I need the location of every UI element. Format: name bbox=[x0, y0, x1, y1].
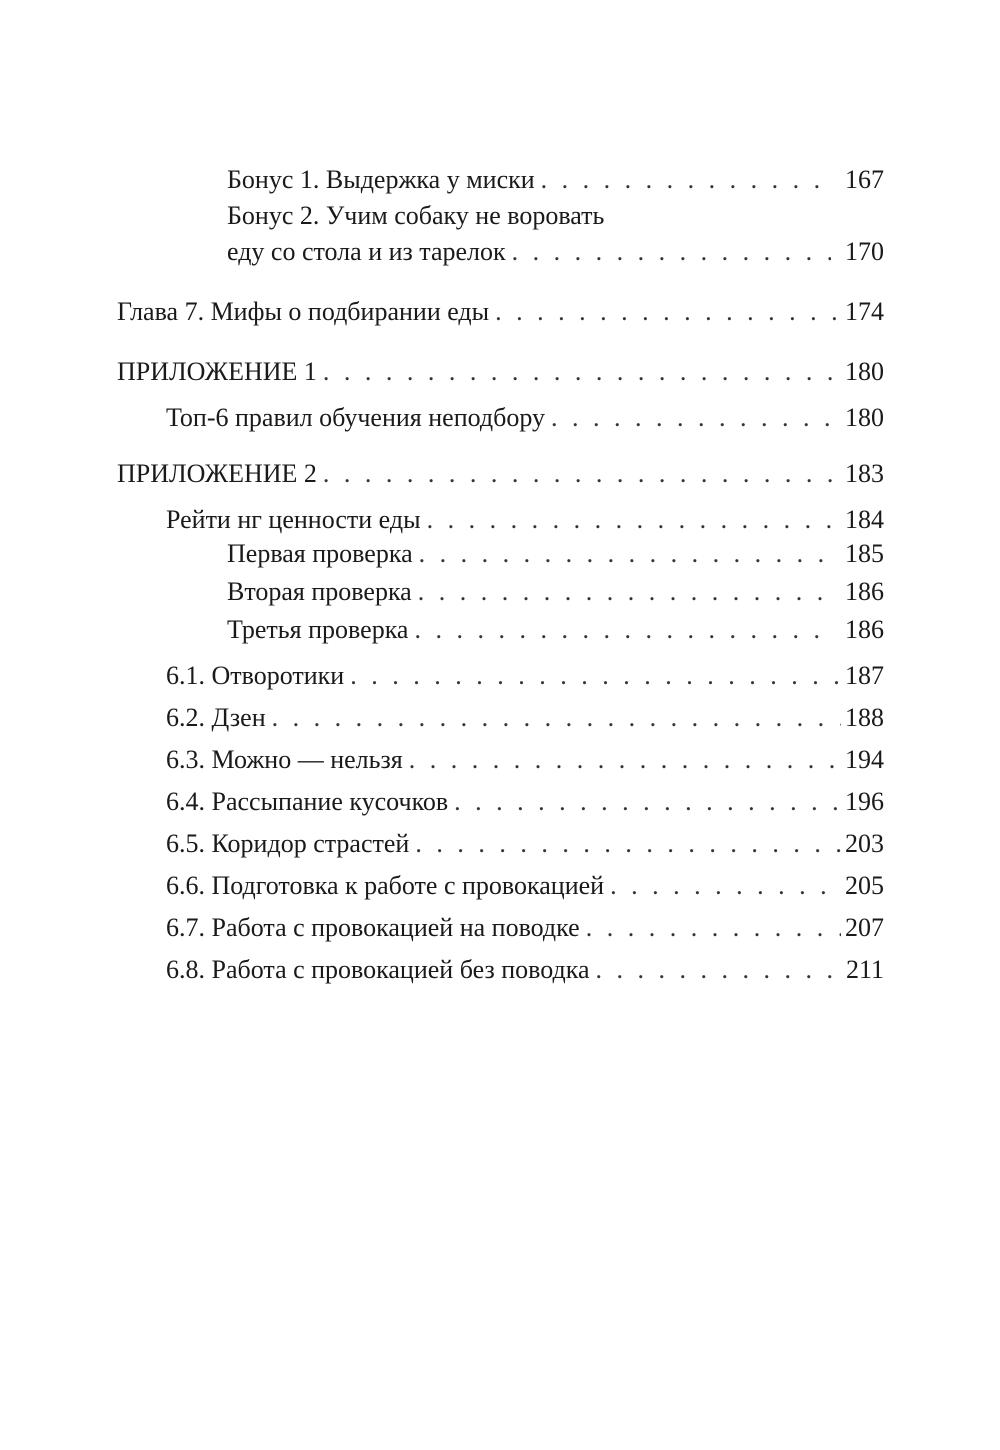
toc-entry bbox=[227, 576, 884, 608]
toc-entry bbox=[166, 504, 884, 536]
toc-entry-title: 6.1. Отворотики bbox=[166, 661, 345, 690]
toc-entry-page: 185 bbox=[845, 539, 884, 568]
toc-dot-leader bbox=[596, 954, 842, 986]
toc-entry-page: 180 bbox=[845, 403, 884, 432]
toc-entry-title: 6.6. Подготовка к работе с провокацией bbox=[166, 871, 605, 900]
toc-entry-title: 6.8. Работа с провокацией без поводка bbox=[166, 955, 590, 984]
toc-dot-leader bbox=[415, 828, 841, 860]
toc-dot-leader bbox=[610, 870, 841, 902]
toc-entry bbox=[227, 164, 884, 196]
toc-entry bbox=[166, 870, 884, 902]
toc-entry-title: 6.4. Рассыпание кусочков bbox=[166, 787, 449, 816]
toc-entry-title: Рейти нг ценности еды bbox=[166, 505, 421, 534]
toc-entry-title: Глава 7. Мифы о подбирании еды bbox=[117, 297, 490, 326]
toc-entry bbox=[227, 614, 884, 646]
toc-entry bbox=[227, 236, 884, 268]
toc-entry-page: 187 bbox=[845, 661, 884, 690]
toc-entry-title: Топ-6 правил обучения неподбору bbox=[166, 403, 545, 432]
toc-entry bbox=[227, 538, 884, 570]
toc-entry-page: 196 bbox=[845, 787, 884, 816]
toc-dot-leader bbox=[541, 164, 831, 196]
toc-entry-title: Первая проверка bbox=[227, 539, 413, 568]
toc-dot-leader bbox=[586, 912, 841, 944]
toc-entry-page: 188 bbox=[845, 703, 884, 732]
toc-entry-page: 186 bbox=[845, 577, 884, 606]
toc-entry-page: 207 bbox=[845, 913, 884, 942]
toc-entry-page: 174 bbox=[845, 297, 884, 326]
toc-entry-title-line1: Бонус 2. Учим собаку не воровать bbox=[227, 201, 605, 230]
toc-entry-title: 6.7. Работа с провокацией на поводке bbox=[166, 913, 580, 942]
toc-dot-leader bbox=[418, 576, 831, 608]
toc-dot-leader bbox=[414, 614, 831, 646]
toc-dot-leader bbox=[323, 356, 841, 388]
toc-entry bbox=[117, 458, 884, 490]
toc-dot-leader bbox=[272, 702, 841, 734]
toc-dot-leader bbox=[427, 504, 841, 536]
toc-dot-leader bbox=[350, 660, 841, 692]
toc-entry-page: 170 bbox=[845, 237, 884, 266]
toc-dot-leader bbox=[551, 402, 841, 434]
toc-entry-page: 194 bbox=[845, 745, 884, 774]
toc-entry-title: 6.3. Можно — нельзя bbox=[166, 745, 403, 774]
toc-entry-title: еду со стола и из тарелок bbox=[227, 237, 506, 266]
toc-entry bbox=[166, 828, 884, 860]
toc-dot-leader bbox=[419, 538, 831, 570]
toc-dot-leader bbox=[495, 296, 841, 328]
toc-entry bbox=[166, 660, 884, 692]
toc-entry bbox=[166, 744, 884, 776]
toc-entry-page: 167 bbox=[845, 165, 884, 194]
toc-entry bbox=[117, 296, 884, 328]
toc-entry bbox=[166, 954, 884, 986]
toc-entry-title: Бонус 1. Выдержка у миски bbox=[227, 165, 535, 194]
toc-entry-title: 6.5. Коридор страстей bbox=[166, 829, 410, 858]
toc-entry bbox=[166, 702, 884, 734]
toc-entry bbox=[166, 402, 884, 434]
toc-entry-title: ПРИЛОЖЕНИЕ 2 bbox=[117, 459, 317, 488]
toc-dot-leader bbox=[409, 744, 841, 776]
toc-dot-leader bbox=[512, 236, 831, 268]
toc-entry-page: 205 bbox=[845, 871, 884, 900]
toc-entry-page: 183 bbox=[845, 459, 884, 488]
toc-entry bbox=[166, 912, 884, 944]
toc-entry-title: 6.2. Дзен bbox=[166, 703, 266, 732]
toc-entry-page: 203 bbox=[845, 829, 884, 858]
toc-entry bbox=[166, 786, 884, 818]
toc-dot-leader bbox=[454, 786, 841, 818]
toc-entry-page: 211 bbox=[845, 955, 884, 984]
toc-dot-leader bbox=[323, 458, 841, 490]
toc-entry-title: Вторая проверка bbox=[227, 577, 412, 606]
toc-entry-title: ПРИЛОЖЕНИЕ 1 bbox=[117, 357, 317, 386]
toc-entry-title: Третья проверка bbox=[227, 615, 409, 644]
toc-entry-page: 184 bbox=[845, 505, 884, 534]
toc-entry bbox=[117, 356, 884, 388]
toc-entry-page: 186 bbox=[845, 615, 884, 644]
toc-entry-page: 180 bbox=[845, 357, 884, 386]
